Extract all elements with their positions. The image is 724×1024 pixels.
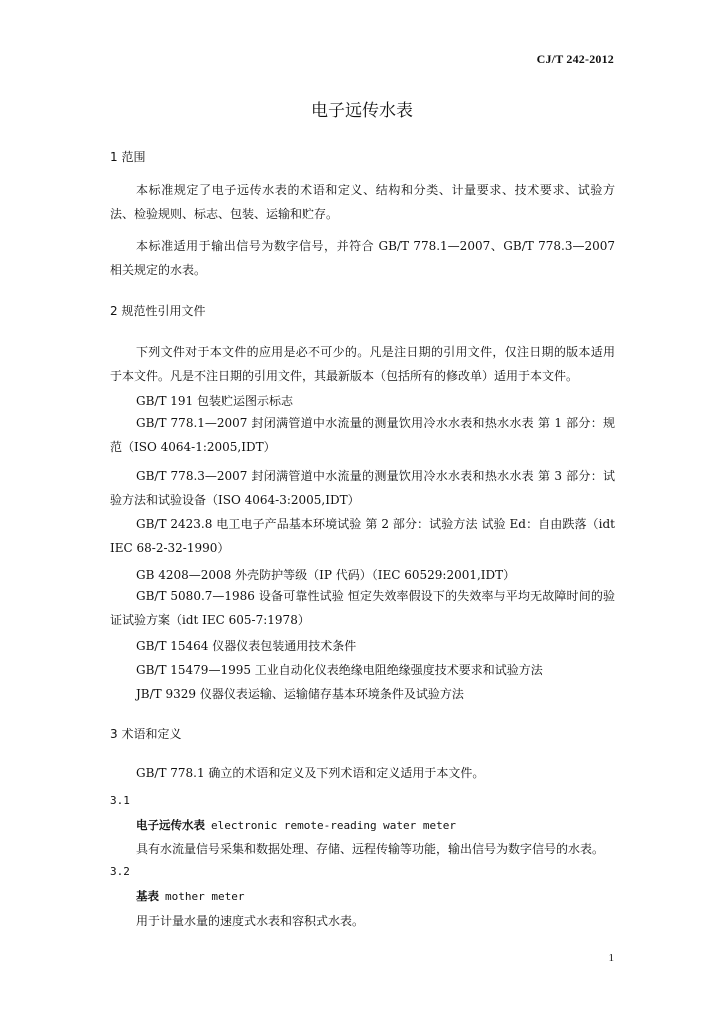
term-english: mother meter bbox=[165, 890, 245, 903]
reference-item: JB/T 9329 仪器仪表运输、运输储存基本环境条件及试验方法 bbox=[136, 687, 464, 701]
term-chinese: 基表 bbox=[136, 889, 159, 903]
scope-paragraph-2: 本标准适用于输出信号为数字信号，并符合 GB/T 778.1—2007、GB/T 778.3—2007 相关规定的水表。 bbox=[110, 239, 615, 277]
reference-item: GB/T 15464 仪器仪表包装通用技术条件 bbox=[136, 639, 357, 653]
term-definition: 用于计量水量的速度式水表和容积式水表。 bbox=[136, 914, 365, 928]
reference-item: GB/T 778.1—2007 封闭满管道中水流量的测量饮用冷水水表和热水水表 第 1 部分：规范（ISO 4064-1:2005,IDT） bbox=[110, 416, 615, 454]
section-heading-normative-references: 2 规范性引用文件 bbox=[110, 304, 206, 318]
term-english: electronic remote-reading water meter bbox=[211, 819, 457, 832]
document-code: CJ/T 242-2012 bbox=[536, 52, 614, 66]
section-heading-terms: 3 术语和定义 bbox=[110, 727, 182, 741]
section-heading-scope: 1 范围 bbox=[110, 150, 146, 164]
reference-item: GB/T 191 包装贮运图示标志 bbox=[136, 394, 293, 408]
reference-item: GB/T 2423.8 电工电子产品基本环境试验 第 2 部分：试验方法 试验 Ed：自由跌落（idt IEC 68-2-32-1990） bbox=[110, 517, 615, 555]
reference-item: GB 4208—2008 外壳防护等级（IP 代码）（IEC 60529:2001,IDT） bbox=[136, 568, 516, 582]
term-definition: 具有水流量信号采集和数据处理、存储、远程传输等功能，输出信号为数字信号的水表。 bbox=[136, 842, 605, 856]
term-number: 3.1 bbox=[110, 794, 130, 807]
reference-item: GB/T 778.3—2007 封闭满管道中水流量的测量饮用冷水水表和热水水表 第 3 部分：试验方法和试验设备（ISO 4064-3:2005,IDT） bbox=[110, 469, 615, 507]
term-entry bbox=[136, 817, 456, 833]
references-intro: 下列文件对于本文件的应用是必不可少的。凡是注日期的引用文件，仅注日期的版本适用于本文件。凡是不注日期的引用文件，其最新版本（包括所有的修改单）适用于本文件。 bbox=[110, 345, 615, 383]
term-entry bbox=[136, 888, 244, 904]
page-number: 1 bbox=[608, 952, 614, 964]
page-title: 电子远传水表 bbox=[311, 101, 413, 121]
term-number: 3.2 bbox=[110, 865, 130, 878]
scope-paragraph-1: 本标准规定了电子远传水表的术语和定义、结构和分类、计量要求、技术要求、试验方法、检验规则、标志、包装、运输和贮存。 bbox=[110, 183, 615, 221]
term-chinese: 电子远传水表 bbox=[136, 818, 205, 832]
reference-item: GB/T 5080.7—1986 设备可靠性试验 恒定失效率假设下的失效率与平均无故障时间的验证试验方案（idt IEC 605-7:1978） bbox=[110, 589, 615, 627]
reference-item: GB/T 15479—1995 工业自动化仪表绝缘电阻绝缘强度技术要求和试验方法 bbox=[136, 663, 543, 677]
terms-intro: GB/T 778.1 确立的术语和定义及下列术语和定义适用于本文件。 bbox=[136, 766, 485, 780]
